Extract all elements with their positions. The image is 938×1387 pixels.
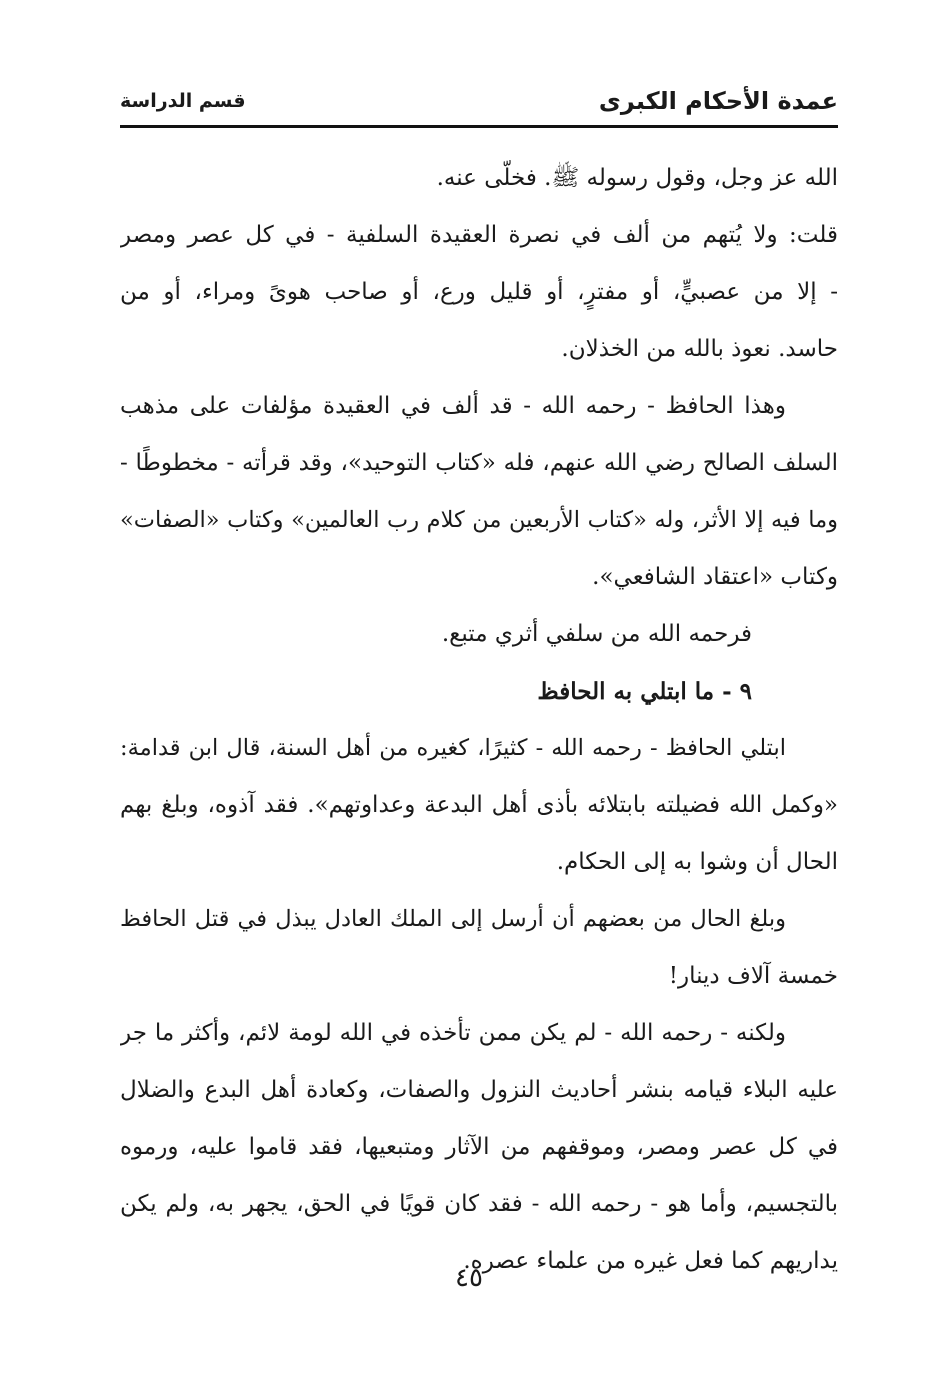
text-line: فرحمه الله من سلفي أثري متبع.	[441, 621, 752, 647]
text-line: يداريهم كما فعل غيره من علماء عصره.	[463, 1248, 838, 1274]
header-divider	[120, 125, 838, 128]
section-title: قسم الدراسة	[120, 90, 246, 112]
text-line: ولكنه - رحمه الله - لم يكن ممن تأخذه في الله لومة لائم، وأكثر ما جر	[120, 1020, 786, 1046]
text-line: حاسد. نعوذ بالله من الخذلان.	[561, 336, 838, 362]
text-line: «وكمل الله فضيلته بابتلائه بأذى أهل البدعة وعداوتهم». فقد آذوه، وبلغ بهم	[120, 792, 838, 818]
text-line: وبلغ الحال من بعضهم أن أرسل إلى الملك العادل يبذل في قتل الحافظ	[120, 906, 786, 932]
page-number: ٤٥	[455, 1263, 483, 1293]
text-line: وكتاب «اعتقاد الشافعي».	[592, 564, 838, 590]
page-body	[120, 150, 838, 1290]
text-line: وهذا الحافظ - رحمه الله - قد ألف في العقيدة مؤلفات على مذهب	[120, 393, 786, 419]
text-line: خمسة آلاف دينار!	[668, 963, 838, 989]
section-heading: ٩ - ما ابتلي به الحافظ	[537, 678, 752, 705]
text-line: بالتجسيم، وأما هو - رحمه الله - فقد كان قويًا في الحق، يجهر به، ولم يكن	[120, 1191, 838, 1217]
text-line: في كل عصر ومصر، وموقفهم من الآثار ومتبعيها، فقد قاموا عليه، ورموه	[120, 1134, 838, 1160]
text-line: ابتلي الحافظ - رحمه الله - كثيرًا، كغيره من أهل السنة، قال ابن قدامة:	[120, 735, 786, 761]
text-line: السلف الصالح رضي الله عنهم، فله «كتاب التوحيد»، وقد قرأته - مخطوطًا -	[120, 450, 838, 476]
text-line: عليه البلاء قيامه بنشر أحاديث النزول والصفات، وكعادة أهل البدع والضلال	[120, 1077, 838, 1103]
book-title: عمدة الأحكام الكبرى	[598, 87, 838, 115]
text-line: قلت: ولا يُتهم من ألف في نصرة العقيدة السلفية - في كل عصر ومصر	[120, 222, 838, 248]
running-header	[120, 86, 838, 126]
text-line: - إلا من عصبيٍّ، أو مفترٍ، أو قليل ورع، أو صاحب هوىً ومراء، أو من	[120, 279, 838, 305]
text-line: وما فيه إلا الأثر، وله «كتاب الأربعين من كلام رب العالمين» وكتاب «الصفات»	[120, 507, 838, 533]
text-line: الله عز وجل، وقول رسوله ﷺ. فخلّى عنه.	[436, 165, 838, 191]
text-line: الحال أن وشوا به إلى الحكام.	[556, 849, 838, 875]
